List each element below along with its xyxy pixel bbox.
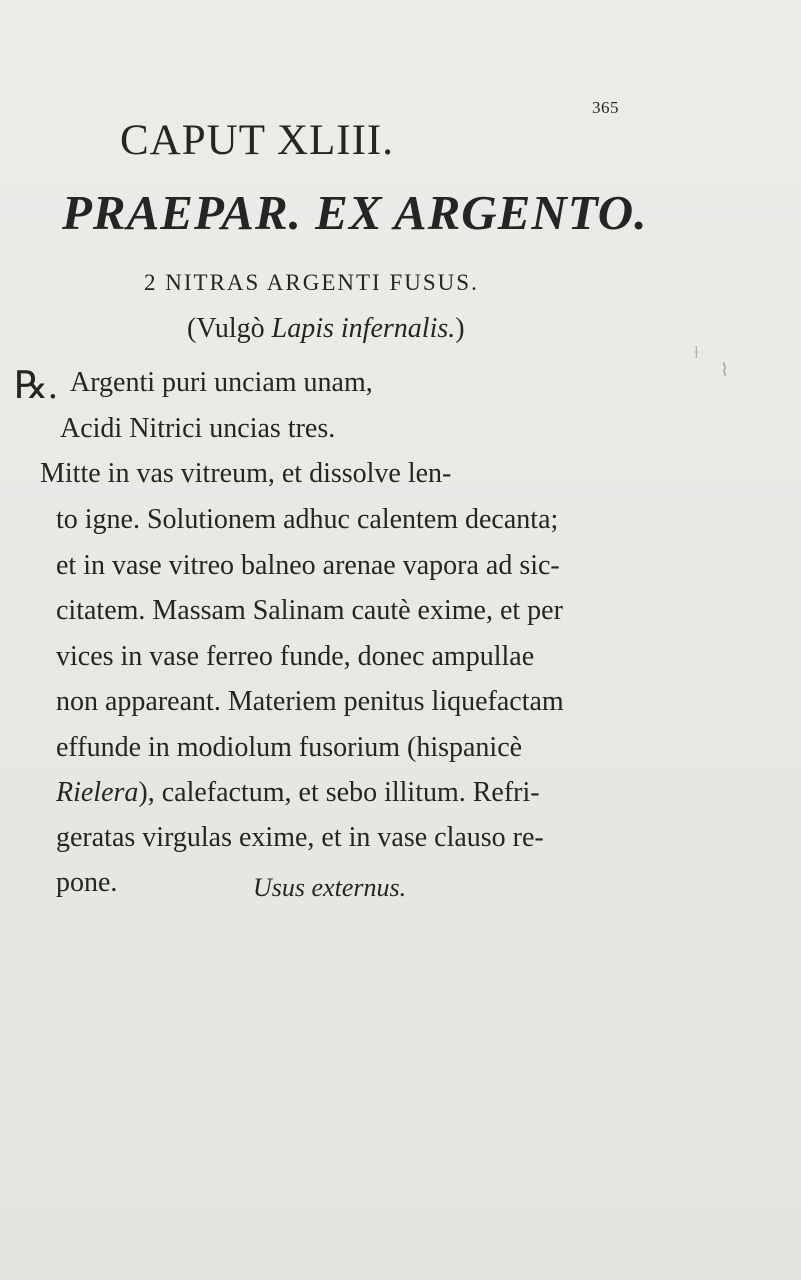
recipe-line-3: Mitte in vas vitreum, et dissolve len- (40, 458, 452, 489)
recipe-line-11: geratas virgulas exime, et in vase clauso re- (56, 822, 544, 853)
recipe-line-5: et in vase vitreo balneo arenae vapora ad sic- (56, 550, 560, 581)
usus-label: Usus externus. (253, 873, 407, 902)
vulgo-suffix: ) (455, 313, 465, 344)
vulgo-italic: Lapis infernalis. (271, 313, 456, 344)
recipe-line-12: pone. (56, 867, 118, 898)
recipe-line-6: citatem. Massam Salinam cautè exime, et per (56, 595, 563, 626)
recipe-line-9: effunde in modiolum fusorium (hispanicè (56, 732, 523, 763)
vulgo-prefix: (Vulgò (187, 313, 272, 344)
recipe-line-10 (56, 777, 540, 809)
recipe-line-10-rest: ), calefactum, et sebo illitum. Refri- (138, 777, 540, 808)
chapter-heading: CAPUT XLIII. (120, 117, 394, 164)
rielera-word: Rielera (56, 777, 139, 808)
recipe-line-8: non appareant. Materiem penitus liquefactam (56, 686, 564, 717)
page-number: 365 (592, 98, 619, 117)
recipe-line-7: vices in vase ferreo funde, donec ampullae (56, 641, 535, 672)
recipe-sign: ℞. (14, 365, 58, 407)
recipe-line-1: Argenti puri unciam unam, (70, 367, 373, 398)
bleed-through-mark: ⟊ (694, 342, 699, 363)
page-title: PRAEPAR. EX ARGENTO. (62, 185, 648, 240)
subtitle: 2 NITRAS ARGENTI FUSUS. (144, 270, 479, 295)
recipe-line-2: Acidi Nitrici uncias tres. (60, 413, 336, 444)
recipe-line-4: to igne. Solutionem adhuc calentem decanta; (56, 504, 559, 535)
bleed-through-mark-2: ⌇ (720, 360, 729, 381)
vulgo-line (187, 313, 465, 345)
